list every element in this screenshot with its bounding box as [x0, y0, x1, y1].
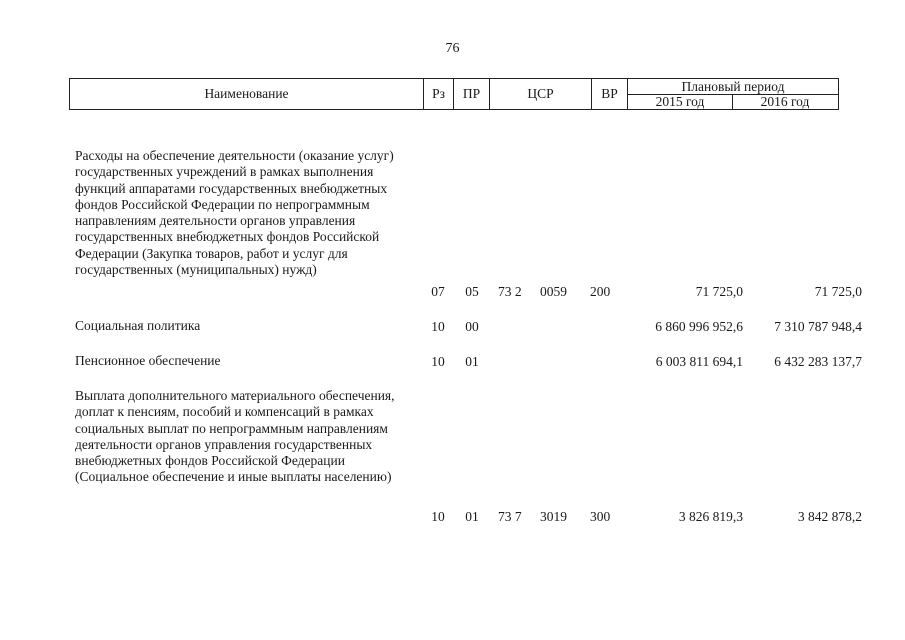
- row-pr: 01: [465, 354, 479, 369]
- row-values: [0, 319, 905, 335]
- row-amount-2015: 71 725,0: [695, 284, 743, 299]
- table-row: [0, 388, 905, 525]
- row-values: [0, 284, 905, 300]
- row-description: Выплата дополнительного материального обеспечения, доплат к пенсиям, пособий и компенсаций в рамках социальных выплат по непрограммным направлениям деятельности органов управления государственных внебюджетных фондов Российской Федерации (Социальное обеспечение и иные выплаты населению): [75, 388, 395, 485]
- row-description: Расходы на обеспечение деятельности (оказание услуг) государственных учреждений в рамках выполнения функций аппаратами государственных внебюджетных фондов Российской Федерации по непрограммным направлениям деятельности органов управления государственных внебюджетных фондов Российской Федерации (Закупка товаров, работ и услуг для государственных (муниципальных) нужд): [75, 148, 394, 278]
- table-header: [69, 78, 839, 110]
- row-rz: 07: [431, 284, 445, 299]
- header-year-2016: 2016 год: [760, 94, 810, 109]
- table-row: [0, 318, 905, 335]
- row-values: [0, 354, 905, 370]
- row-amount-2015: 6 860 996 952,6: [655, 319, 743, 334]
- row-description: Пенсионное обеспечение: [75, 353, 221, 368]
- row-csr-program: 73 7: [498, 509, 522, 524]
- row-csr-code: 3019: [540, 509, 567, 524]
- header-year-2015: 2015 год: [628, 94, 733, 109]
- header-vr: ВР: [592, 79, 628, 109]
- header-rz: Рз: [424, 79, 454, 109]
- header-pr: ПР: [454, 79, 490, 109]
- table-row: [0, 148, 905, 300]
- row-pr: 01: [465, 509, 479, 524]
- header-plan-period: Плановый период: [628, 79, 838, 95]
- row-amount-2016: 3 842 878,2: [797, 509, 862, 524]
- row-pr: 05: [465, 284, 479, 299]
- row-vr: 200: [590, 284, 611, 299]
- row-rz: 10: [431, 509, 445, 524]
- header-name: Наименование: [70, 79, 424, 109]
- row-amount-2015: 3 826 819,3: [678, 509, 743, 524]
- row-description: Социальная политика: [75, 318, 201, 333]
- row-rz: 10: [431, 319, 445, 334]
- row-amount-2016: 71 725,0: [814, 284, 862, 299]
- table-row: [0, 353, 905, 370]
- row-values: [0, 509, 905, 525]
- row-vr: 300: [590, 509, 611, 524]
- row-amount-2015: 6 003 811 694,1: [655, 354, 743, 369]
- row-rz: 10: [431, 354, 445, 369]
- row-csr-code: 0059: [540, 284, 567, 299]
- row-amount-2016: 7 310 787 948,4: [774, 319, 862, 334]
- row-pr: 00: [465, 319, 479, 334]
- row-csr-program: 73 2: [498, 284, 522, 299]
- header-csr: ЦСР: [490, 79, 592, 109]
- row-amount-2016: 6 432 283 137,7: [774, 354, 862, 369]
- page-number: 76: [445, 41, 460, 56]
